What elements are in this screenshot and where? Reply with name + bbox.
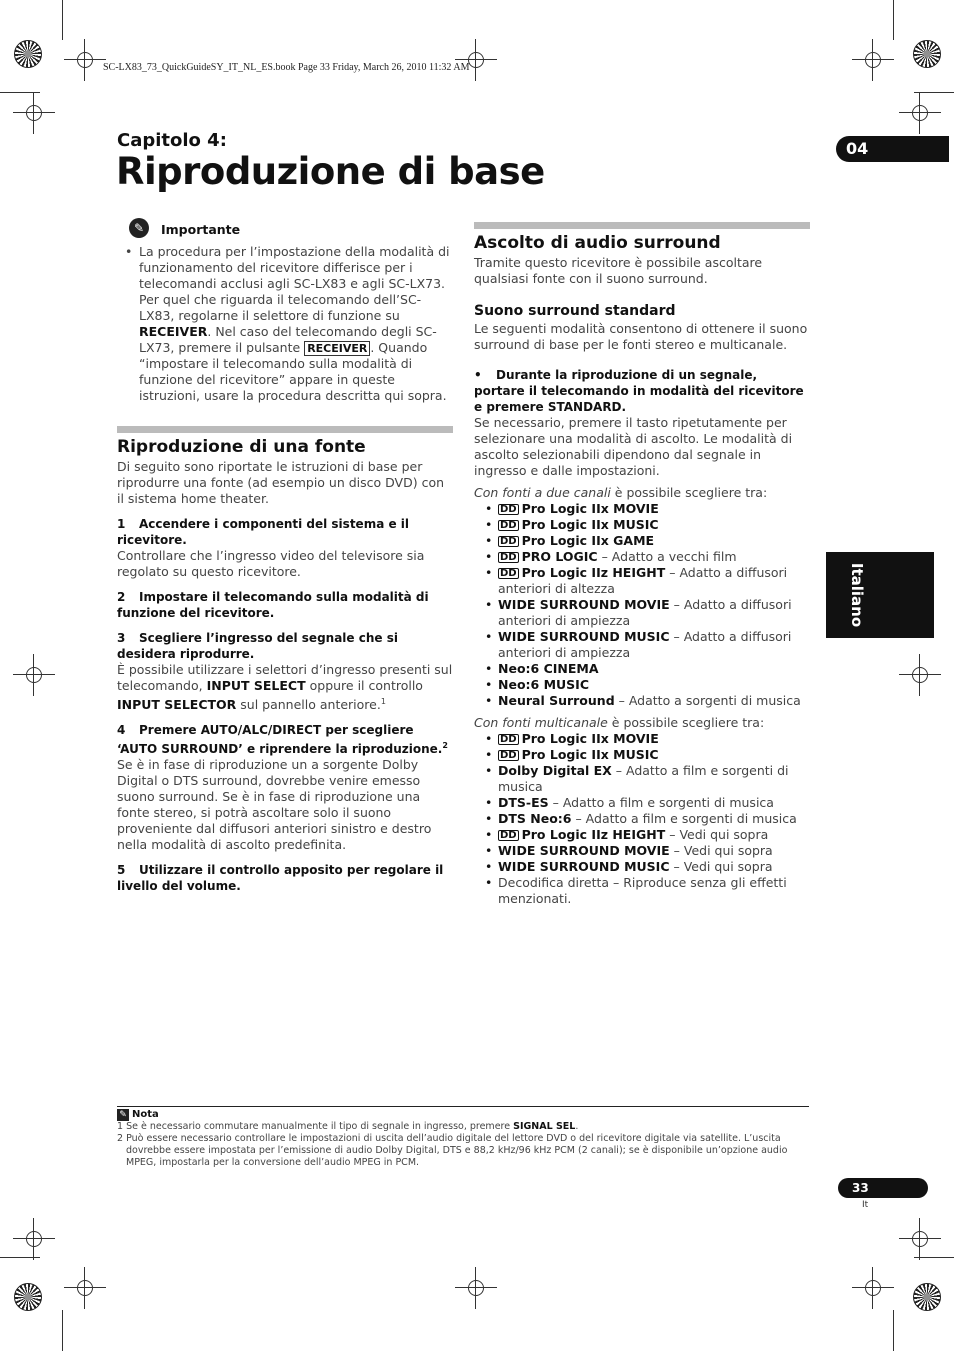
chapter-number-tab: 04 <box>836 136 949 162</box>
registration-rose-icon <box>14 40 42 68</box>
section-bar <box>474 222 810 229</box>
important-text: • La procedura per l’impostazione della modalità di funzionamento del ricevitore differisce per i telecomandi acclusi agli SC-LX83 e agli SC-LX73. Per quel che riguarda il telecomando dell’SC-LX83, regolarne il selettore di funzione su RECEIVER. Nel caso del telecomando degli SC-LX73, premere il pulsante RECEIVER . Quando “impostare il telecomando sulla modalità di funzione del ricevitore” appare in queste istruzioni, usare la procedura descritta qui sopra. <box>117 244 453 404</box>
mode-list-item: • WIDE SURROUND MUSIC – Adatto a diffusori anteriori di ampiezza <box>474 629 810 661</box>
crosshair-mark-icon <box>21 1226 47 1252</box>
file-info-header: SC-LX83_73_QuickGuideSY_IT_NL_ES.book Page 33 Friday, March 26, 2010 11:32 AM <box>103 62 470 73</box>
step-4: 4 Premere AUTO/ALC/DIRECT per scegliere ‘AUTO SURROUND’ e riprendere la riproduzione.$^2$ <box>117 723 448 757</box>
crosshair-mark-icon <box>21 100 47 126</box>
mode-list-item: • DD Pro Logic IIx MOVIE <box>474 731 810 747</box>
chapter-label: Capitolo 4: <box>117 130 227 151</box>
section-intro: Tramite questo ricevitore è possibile ascoltare qualsiasi fonte con il suono surround. <box>474 255 763 286</box>
footnotes <box>117 1106 809 1169</box>
mode-list-item: • DD Pro Logic IIz HEIGHT – Adatto a diffusori anteriori di altezza <box>474 565 810 597</box>
registration-rose-icon <box>913 1283 941 1311</box>
dolby-logo-icon: DD <box>500 520 517 531</box>
mode-list-item: • Dolby Digital EX – Adatto a film e sorgenti di musica <box>474 763 810 795</box>
mode-list-item: • Neo:6 CINEMA <box>474 661 810 677</box>
crop-line <box>0 92 40 93</box>
registration-rose-icon <box>913 40 941 68</box>
important-box <box>133 221 453 238</box>
right-column <box>474 222 810 907</box>
page-language-code: It <box>862 1200 869 1210</box>
dolby-logo-icon: DD <box>500 552 517 563</box>
multichannel-heading: Con fonti multicanale è possibile scegliere tra: <box>474 715 765 730</box>
mode-list-item: • DD PRO LOGIC – Adatto a vecchi film <box>474 549 810 565</box>
mode-list-item: • DD Pro Logic IIx MUSIC <box>474 517 810 533</box>
crop-line <box>62 0 63 40</box>
footnote-2: 2 Può essere necessario controllare le impostazioni di uscita dell’audio digitale del lettore DVD o del ricevitore digitale via satellite. L’uscita dovrebbe essere impostata per l’emissione di audio Dolby Digital, DTS e 88,2 kHz/96 kHz PCM (2 canali); se è disponibile un’opzione audio MPEG, impostarla per la conversione dell’audio MPEG in PCM. <box>117 1133 788 1168</box>
instruction: • Durante la riproduzione di un segnale, portare il telecomando in modalità del ricevitore e premere STANDARD. <box>474 368 804 414</box>
receiver-key-icon: RECEIVER <box>304 341 370 356</box>
step-5: 5 Utilizzare il controllo apposito per regolare il livello del volume. <box>117 863 444 894</box>
step-3-body: È possibile utilizzare i selettori d’ingresso presenti sul telecomando, INPUT SELECT oppure il controllo INPUT SELECTOR sul pannello anteriore.$^1$ <box>117 662 453 713</box>
crop-line <box>914 92 954 93</box>
important-icon: ✎ <box>129 218 149 238</box>
chapter-title: Riproduzione di base <box>116 150 545 193</box>
important-heading: Importante <box>161 222 241 237</box>
mode-list-item: • Decodifica diretta – Riproduce senza gli effetti menzionati. <box>474 875 810 907</box>
crop-line <box>62 1310 63 1351</box>
footnote-1: 1 Se è necessario commutare manualmente il tipo di segnale in ingresso, premere SIGNAL SEL. <box>117 1121 579 1132</box>
crosshair-mark-icon <box>21 662 47 688</box>
section-title: Riproduzione di una fonte <box>117 437 366 457</box>
crop-line <box>893 1310 894 1351</box>
step-1: 1 Accendere i componenti del sistema e il ricevitore. <box>117 517 410 547</box>
crop-line <box>914 1257 954 1258</box>
mode-list-item: • DD Pro Logic IIx MUSIC <box>474 747 810 763</box>
subsection-intro: Le seguenti modalità consentono di ottenere il suono surround di base per le fonti stereo e multicanale. <box>474 321 808 352</box>
section-bar <box>117 426 453 433</box>
dolby-logo-icon: DD <box>500 536 517 547</box>
left-column <box>117 222 453 894</box>
mode-list-item: • DTS Neo:6 – Adatto a film e sorgenti di musica <box>474 811 810 827</box>
instruction-body: Se necessario, premere il tasto ripetutamente per selezionare una modalità di ascolto. Le modalità di ascolto selezionabili dipendono dal segnale in ingresso e dalle impostazioni. <box>474 415 793 478</box>
two-channel-heading: Con fonti a due canali è possibile scegliere tra: <box>474 485 768 500</box>
mode-list-item: • WIDE SURROUND MUSIC – Vedi qui sopra <box>474 859 810 875</box>
language-tab <box>826 552 934 638</box>
registration-rose-icon <box>14 1283 42 1311</box>
mode-list-item: • DTS-ES – Adatto a film e sorgenti di musica <box>474 795 810 811</box>
step-3: 3 Scegliere l’ingresso del segnale che si desidera riprodurre. <box>117 631 398 661</box>
mode-list-item: • WIDE SURROUND MOVIE – Vedi qui sopra <box>474 843 810 859</box>
note-icon: ✎ <box>117 1109 129 1121</box>
subsection-title: Suono surround standard <box>474 303 676 319</box>
dolby-logo-icon: DD <box>500 504 517 515</box>
page-number: 33 <box>838 1178 928 1198</box>
dolby-logo-icon: DD <box>500 750 517 761</box>
two-channel-mode-list <box>474 501 810 709</box>
crosshair-mark-icon <box>907 1226 933 1252</box>
mode-list-item: • DD Pro Logic IIx GAME <box>474 533 810 549</box>
crosshair-mark-icon <box>860 1275 886 1301</box>
crosshair-mark-icon <box>907 662 933 688</box>
multichannel-mode-list <box>474 731 810 907</box>
section-intro: Di seguito sono riportate le istruzioni di base per riprodurre una fonte (ad esempio un disco DVD) con il sistema home theater. <box>117 459 445 506</box>
crosshair-mark-icon <box>72 47 98 73</box>
notes-heading: ✎ Nota <box>117 1109 809 1121</box>
crop-line <box>893 0 894 40</box>
step-2: 2 Impostare il telecomando sulla modalità di funzione del ricevitore. <box>117 590 429 620</box>
crosshair-mark-icon <box>907 100 933 126</box>
dolby-logo-icon: DD <box>500 568 517 579</box>
crosshair-mark-icon <box>860 47 886 73</box>
mode-list-item: • DD Pro Logic IIx MOVIE <box>474 501 810 517</box>
step-4-body: Se è in fase di riproduzione un a sorgente Dolby Digital o DTS surround, dovrebbe venire emesso suono surround. Se è in fase di riproduzione una fonte stereo, si potrà ascoltare solo il suono proveniente dal diffusori anteriori sinistro e destro nella modalità di ascolto predefinita. <box>117 757 432 853</box>
dolby-logo-icon: DD <box>500 734 517 745</box>
crop-line <box>0 1257 40 1258</box>
section-title: Ascolto di audio surround <box>474 233 721 253</box>
mode-list-item: • WIDE SURROUND MOVIE – Adatto a diffusori anteriori di ampiezza <box>474 597 810 629</box>
language-tab-label: Italiano <box>848 562 866 628</box>
mode-list-item: • Neural Surround – Adatto a sorgenti di musica <box>474 693 810 709</box>
dolby-logo-icon: DD <box>500 830 517 841</box>
step-1-body: Controllare che l’ingresso video del televisore sia regolato su questo ricevitore. <box>117 548 425 579</box>
mode-list-item: • Neo:6 MUSIC <box>474 677 810 693</box>
crosshair-mark-icon <box>72 1275 98 1301</box>
crosshair-mark-icon <box>463 1275 489 1301</box>
mode-list-item: • DD Pro Logic IIz HEIGHT – Vedi qui sopra <box>474 827 810 843</box>
